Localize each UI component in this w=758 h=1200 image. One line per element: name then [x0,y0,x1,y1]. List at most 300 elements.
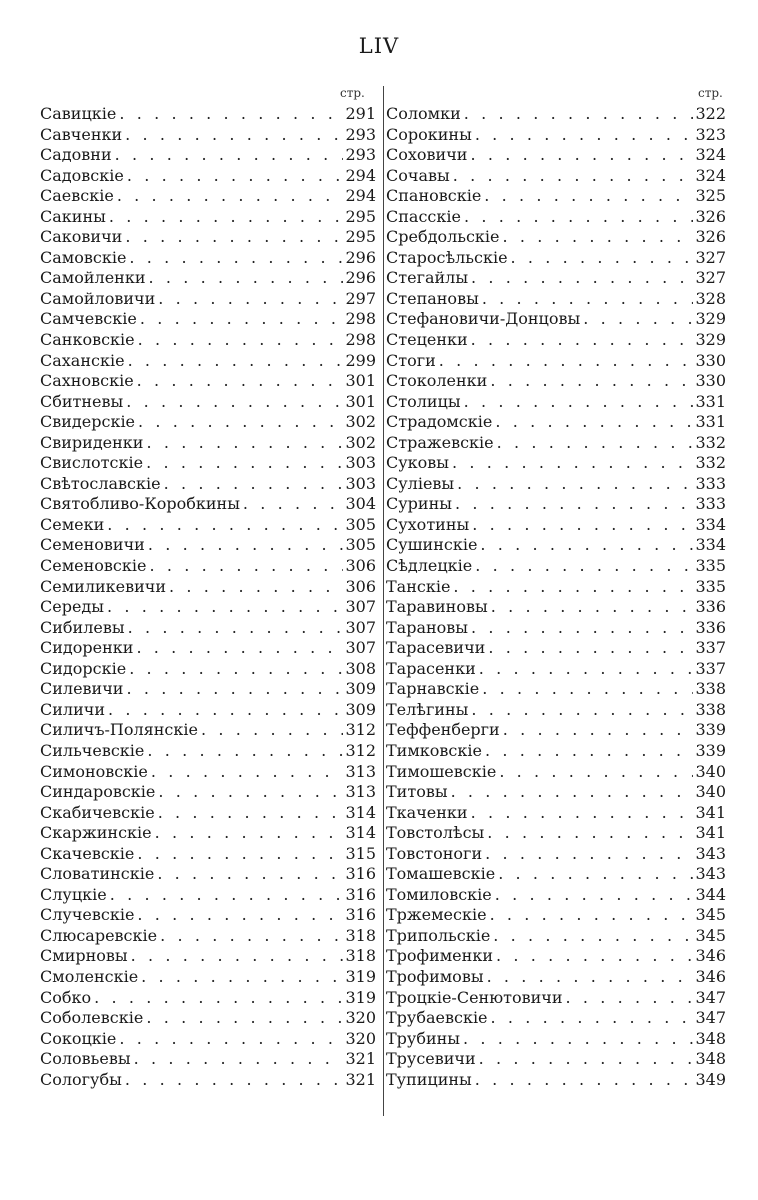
entry-name: Сбитневы [40,391,124,411]
entry-page-number: 298 [345,309,376,329]
dot-leader [131,1049,344,1070]
index-entry [40,227,376,248]
entry-name: Стегайлы [386,268,469,288]
entry-name: Трофимовы [386,966,484,986]
dot-leader [240,494,344,515]
entry-page-number: 301 [345,371,376,391]
index-entry [386,679,726,700]
index-entry [386,720,726,741]
index-entry [40,392,376,413]
dot-leader [126,659,343,680]
index-entry [40,207,376,228]
entry-page-number: 297 [345,288,376,308]
entry-name: Спановскіе [386,186,482,206]
entry-name: Столицы [386,391,461,411]
index-entry [40,741,376,762]
entry-name: Трофименки [386,946,493,966]
entry-name: Садовскіе [40,165,124,185]
dot-leader [479,289,694,310]
entry-page-number: 337 [695,638,726,658]
column-header-left: стр. [340,86,365,100]
dot-leader [104,597,343,618]
dot-leader [133,638,343,659]
index-entry [40,371,376,392]
index-entry [40,967,376,988]
dot-leader [476,659,694,680]
entry-page-number: 307 [345,597,376,617]
dot-leader [112,145,344,166]
entry-page-number: 345 [695,905,726,925]
entry-name: Слуцкіе [40,884,107,904]
entry-name: Трубины [386,1028,461,1048]
index-entry [40,412,376,433]
entry-page-number: 294 [345,165,376,185]
index-entry [40,289,376,310]
dot-leader [484,823,693,844]
index-column-left [40,104,376,1090]
dot-leader [166,577,343,598]
entry-name: Слюсаревскіе [40,925,158,945]
index-entry [40,1008,376,1029]
entry-name: Семеновскіе [40,556,147,576]
entry-name: Спасскіе [386,206,461,226]
entry-page-number: 339 [695,740,726,760]
entry-page-number: 303 [345,473,376,493]
index-entry [386,166,726,187]
dot-leader [114,186,344,207]
index-entry [386,1070,726,1091]
index-entry [40,1049,376,1070]
index-entry [40,474,376,495]
index-entry [386,864,726,885]
entry-page-number: 320 [345,1008,376,1028]
entry-page-number: 323 [695,124,726,144]
index-entry [386,309,726,330]
dot-leader [468,330,694,351]
entry-name: Самовскіе [40,247,127,267]
entry-page-number: 336 [695,617,726,637]
index-entry [386,803,726,824]
dot-leader [143,433,343,454]
index-entry [386,988,726,1009]
entry-name: Саковичи [40,227,123,247]
dot-leader [125,618,344,639]
entry-page-number: 326 [695,206,726,226]
entry-name: Сидорскіе [40,658,127,678]
entry-page-number: 341 [695,823,726,843]
entry-page-number: 307 [345,617,376,637]
entry-page-number: 321 [345,1069,376,1089]
entry-name: Суковы [386,453,450,473]
dot-leader [488,1008,694,1029]
dot-leader [460,1029,693,1050]
entry-page-number: 302 [345,412,376,432]
entry-name: Сребдольскіе [386,227,500,247]
entry-name: Соломки [386,104,461,123]
entry-page-number: 332 [695,453,726,473]
entry-page-number: 316 [345,864,376,884]
entry-name: Тимковскіе [386,740,482,760]
dot-leader [152,823,344,844]
index-entry [386,474,726,495]
entry-page-number: 324 [695,165,726,185]
entry-name: Силевичи [40,679,124,699]
entry-page-number: 305 [345,514,376,534]
index-entry [40,330,376,351]
entry-page-number: 322 [695,104,726,123]
dot-leader [482,741,693,762]
entry-name: Скабичевскіе [40,802,155,822]
entry-page-number: 309 [345,699,376,719]
index-entry [40,864,376,885]
index-entry [40,309,376,330]
entry-page-number: 301 [345,391,376,411]
page-number: LIV [358,34,400,58]
index-entry [40,782,376,803]
dot-leader [122,125,343,146]
dot-leader [155,782,343,803]
entry-name: Савченки [40,124,123,144]
index-entry [386,556,726,577]
entry-name: Сочавы [386,165,450,185]
dot-leader [454,474,693,495]
entry-name: Свислотскіе [40,453,144,473]
dot-leader [449,453,693,474]
entry-page-number: 334 [695,514,726,534]
entry-page-number: 302 [345,432,376,452]
index-column-right [386,104,726,1090]
entry-page-number: 319 [345,987,376,1007]
entry-page-number: 348 [695,1028,726,1048]
index-entry [40,577,376,598]
entry-name: Смирновы [40,946,128,966]
index-entry [386,1049,726,1070]
entry-page-number: 331 [695,391,726,411]
index-entry [40,926,376,947]
index-entry [386,885,726,906]
entry-page-number: 346 [695,946,726,966]
index-entry [386,700,726,721]
entry-name: Саханскіе [40,350,125,370]
entry-page-number: 329 [695,330,726,350]
dot-leader [104,515,343,536]
entry-page-number: 303 [345,453,376,473]
entry-name: Страдомскіе [386,412,493,432]
entry-name: Семиликевичи [40,576,167,596]
entry-name: Сѣдлецкіе [386,556,473,576]
dot-leader [155,803,344,824]
entry-name: Сидоренки [40,638,134,658]
entry-name: Стоги [386,350,436,370]
dot-leader [124,166,344,187]
dot-leader [494,433,694,454]
entry-name: Синдаровскіе [40,782,156,802]
entry-page-number: 308 [345,658,376,678]
entry-name: Сологубы [40,1069,122,1089]
entry-name: Скаржинскіе [40,823,152,843]
dot-leader [495,864,693,885]
index-entry [40,453,376,474]
dot-leader [134,371,344,392]
entry-name: Томиловскіе [386,884,492,904]
dot-leader [123,679,343,700]
index-entry [40,248,376,269]
entry-name: Соболевскіе [40,1008,144,1028]
entry-page-number: 332 [695,432,726,452]
dot-leader [482,844,693,865]
entry-page-number: 293 [345,124,376,144]
dot-leader [145,268,343,289]
entry-page-number: 316 [345,884,376,904]
index-entry [40,679,376,700]
index-entry [386,227,726,248]
index-entry [386,782,726,803]
index-entry [40,494,376,515]
entry-page-number: 347 [695,1008,726,1028]
entry-page-number: 319 [345,966,376,986]
index-entry [40,720,376,741]
dot-leader [488,597,694,618]
entry-page-number: 315 [345,843,376,863]
entry-name: Стоколенки [386,371,488,391]
index-entry [40,535,376,556]
entry-page-number: 296 [345,268,376,288]
index-entry [386,577,726,598]
entry-name: Середы [40,597,105,617]
entry-page-number: 318 [345,925,376,945]
index-entry [40,638,376,659]
entry-page-number: 333 [695,494,726,514]
entry-page-number: 306 [345,576,376,596]
entry-name: Свириденки [40,432,144,452]
dot-leader [500,227,694,248]
entry-page-number: 335 [695,556,726,576]
index-entry [386,515,726,536]
entry-name: Семеновичи [40,535,145,555]
index-entry [386,330,726,351]
entry-page-number: 312 [345,740,376,760]
entry-name: Тарасевичи [386,638,486,658]
entry-page-number: 347 [695,987,726,1007]
entry-page-number: 328 [695,288,726,308]
dot-leader [487,371,693,392]
entry-name: Свѣтославскіе [40,473,161,493]
entry-page-number: 318 [345,946,376,966]
entry-page-number: 339 [695,720,726,740]
entry-name: Сушинскіе [386,535,478,555]
entry-name: Тарнавскіе [386,679,480,699]
index-entry [386,905,726,926]
dot-leader [137,309,344,330]
index-entry [40,186,376,207]
index-entry [40,946,376,967]
index-entry [40,351,376,372]
dot-leader [481,186,693,207]
entry-page-number: 337 [695,658,726,678]
index-entry [386,371,726,392]
entry-name: Трипольскіе [386,925,491,945]
entry-page-number: 306 [345,556,376,576]
dot-leader [500,720,694,741]
index-entry [386,823,726,844]
dot-leader [134,905,343,926]
entry-name: Степановы [386,288,479,308]
dot-leader [91,988,343,1009]
entry-name: Сибилевы [40,617,125,637]
entry-page-number: 341 [695,802,726,822]
entry-name: Тарасенки [386,658,476,678]
dot-leader [116,1029,343,1050]
dot-leader [450,577,693,598]
entry-page-number: 330 [695,350,726,370]
entry-name: Томашевскіе [386,864,496,884]
entry-page-number: 307 [345,638,376,658]
index-entry [386,535,726,556]
dot-leader [448,782,694,803]
entry-name: Телѣгины [386,699,469,719]
dot-leader [125,351,344,372]
entry-page-number: 331 [695,412,726,432]
entry-page-number: 327 [695,247,726,267]
dot-leader [106,207,344,228]
entry-page-number: 333 [695,473,726,493]
index-entry [40,556,376,577]
dot-leader [123,392,343,413]
dot-leader [472,1070,694,1091]
index-entry [40,700,376,721]
dot-leader [496,762,693,783]
index-entry [40,1029,376,1050]
entry-name: Самойленки [40,268,146,288]
entry-name: Соховичи [386,145,468,165]
index-entry [40,433,376,454]
dot-leader [122,1070,344,1091]
entry-page-number: 349 [695,1069,726,1089]
entry-page-number: 325 [695,186,726,206]
dot-leader [122,227,343,248]
entry-page-number: 314 [345,802,376,822]
entry-page-number: 335 [695,576,726,596]
dot-leader [154,864,343,885]
entry-name: Ткаченки [386,802,468,822]
dot-leader [155,289,343,310]
dot-leader [461,104,694,125]
entry-name: Смоленскіе [40,966,139,986]
index-entry [386,494,726,515]
dot-leader [107,885,344,906]
index-entry [40,905,376,926]
dot-leader [493,946,693,967]
index-entry [386,125,726,146]
entry-page-number: 313 [345,761,376,781]
dot-leader [157,926,343,947]
dot-leader [477,535,693,556]
index-entry [386,597,726,618]
index-entry [40,268,376,289]
entry-name: Саевскіе [40,186,114,206]
entry-name: Теффенберги [386,720,500,740]
index-entry [386,844,726,865]
entry-name: Силичи [40,699,105,719]
entry-name: Самчевскіе [40,309,137,329]
entry-page-number: 312 [345,720,376,740]
dot-leader [461,392,694,413]
index-entry [40,104,376,125]
index-entry [40,659,376,680]
dot-leader [467,145,693,166]
entry-name: Сорокины [386,124,472,144]
entry-name: Самойловичи [40,288,156,308]
index-entry [386,926,726,947]
entry-name: Силичъ-Полянскіе [40,720,198,740]
index-entry [386,207,726,228]
dot-leader [135,330,344,351]
entry-name: Симоновскіе [40,761,148,781]
dot-leader [126,248,343,269]
dot-leader [161,474,344,495]
entry-name: Собко [40,987,92,1007]
entry-page-number: 338 [695,699,726,719]
entry-name: Стефановичи-Донцовы [386,309,581,329]
entry-page-number: 321 [345,1049,376,1069]
entry-page-number: 336 [695,597,726,617]
dot-leader [116,104,343,125]
entry-name: Трусевичи [386,1049,476,1069]
entry-page-number: 346 [695,966,726,986]
entry-name: Суліевы [386,473,455,493]
entry-name: Сильчевскіе [40,740,145,760]
entry-name: Сахновскіе [40,371,134,391]
entry-page-number: 348 [695,1049,726,1069]
entry-page-number: 309 [345,679,376,699]
dot-leader [198,720,344,741]
index-entry [386,1008,726,1029]
index-entry [40,597,376,618]
index-entry [386,741,726,762]
entry-page-number: 330 [695,371,726,391]
index-entry [386,762,726,783]
entry-name: Товстолѣсы [386,823,485,843]
index-entry [40,844,376,865]
entry-name: Таравиновы [386,597,488,617]
dot-leader [490,926,693,947]
entry-name: Свидерскіе [40,412,136,432]
dot-leader [452,494,693,515]
entry-name: Старосѣльскіе [386,247,508,267]
index-entry [386,967,726,988]
index-entry [386,248,726,269]
entry-page-number: 299 [345,350,376,370]
entry-name: Сакины [40,206,106,226]
dot-leader [476,1049,694,1070]
entry-page-number: 338 [695,679,726,699]
entry-name: Сухотины [386,514,470,534]
dot-leader [143,453,343,474]
entry-name: Тржемескіе [386,905,487,925]
entry-page-number: 340 [695,761,726,781]
index-entry [40,885,376,906]
entry-page-number: 343 [695,843,726,863]
entry-page-number: 343 [695,864,726,884]
dot-leader [485,638,693,659]
entry-name: Сурины [386,494,452,514]
entry-name: Соловьевы [40,1049,131,1069]
index-entry [40,166,376,187]
entry-name: Садовни [40,145,112,165]
dot-leader [450,166,694,187]
entry-name: Тарановы [386,617,469,637]
dot-leader [105,700,343,721]
